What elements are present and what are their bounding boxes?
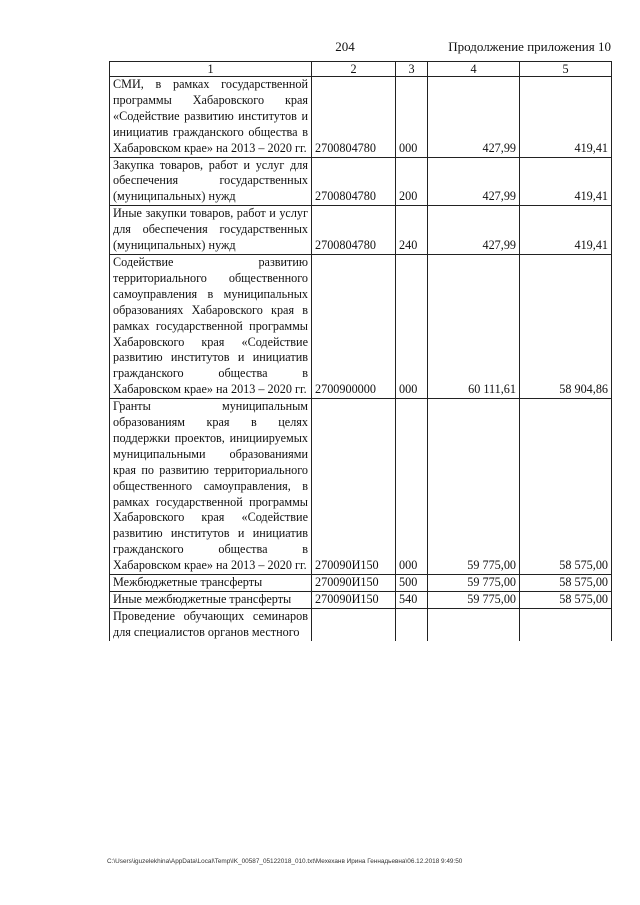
expense-name: Закупка товаров, работ и услуг для обеспечения государственных (муниципальных) нужд: [110, 157, 312, 206]
expense-type-code: 200: [396, 157, 428, 206]
expense-name: Гранты муниципальным образованиям края в целях поддержки проектов, инициируемых муниципальными образованиями края по развитию территориального общественного самоуправления, в рамках государственной программы Хабаровского края «Содействие развитию институтов и инициатив гражданского общества в Хабаровском крае» на 2013 – 2020 гг.: [110, 399, 312, 575]
amount-2019: 59 775,00: [428, 575, 520, 592]
amount-2020: 58 575,00: [520, 399, 612, 575]
table-row: [110, 399, 612, 575]
expense-name: Иные межбюджетные трансферты: [110, 592, 312, 609]
page-number: 204: [335, 39, 355, 54]
expense-name: Иные закупки товаров, работ и услуг для обеспечения государственных (муниципальных) нужд: [110, 206, 312, 255]
amount-2019: 59 775,00: [428, 592, 520, 609]
amount-2019: 427,99: [428, 206, 520, 255]
target-article-code: 2700804780: [312, 157, 396, 206]
expense-type-code: 240: [396, 206, 428, 255]
amount-2019: 427,99: [428, 77, 520, 158]
target-article-code: 2700900000: [312, 254, 396, 398]
target-article-code: 270090И150: [312, 592, 396, 609]
table-row: [110, 592, 612, 609]
amount-2020: 419,41: [520, 206, 612, 255]
expense-type-code: 000: [396, 77, 428, 158]
expense-type-code: [396, 608, 428, 640]
target-article-code: [312, 608, 396, 640]
amount-2020: 58 575,00: [520, 575, 612, 592]
column-header: 4: [428, 62, 520, 77]
table-row: [110, 157, 612, 206]
amount-2019: 59 775,00: [428, 399, 520, 575]
footer-file-path: C:\Users\iguzelekhina\AppData\Local\Temp\IK_00587_05122018_010.txt\Мехеханв Ирина Геннадьевна\06.12.2018 9:49:50: [107, 858, 463, 865]
amount-2020: 58 575,00: [520, 592, 612, 609]
expense-name: Проведение обучающих семинаров для специалистов органов местного: [110, 608, 312, 640]
table-row: [110, 77, 612, 158]
amount-2020: [520, 608, 612, 640]
table-row: [110, 206, 612, 255]
target-article-code: 270090И150: [312, 575, 396, 592]
target-article-code: 2700804780: [312, 77, 396, 158]
column-header: 1: [110, 62, 312, 77]
appendix-continuation-label: Продолжение приложения 10: [448, 39, 611, 54]
column-header: 3: [396, 62, 428, 77]
expense-type-code: 500: [396, 575, 428, 592]
expense-name: Содействие развитию территориального общественного самоуправления в муниципальных образованиях Хабаровского края в рамках государственной программы Хабаровского края «Содействие развитию институтов и инициатив гражданского общества в Хабаровском крае» на 2013 – 2020 гг.: [110, 254, 312, 398]
expense-type-code: 540: [396, 592, 428, 609]
table-row: [110, 608, 612, 640]
table-row: [110, 575, 612, 592]
table-row: [110, 254, 612, 398]
target-article-code: 270090И150: [312, 399, 396, 575]
table-header-row: [110, 62, 612, 77]
amount-2019: 60 111,61: [428, 254, 520, 398]
amount-2019: [428, 608, 520, 640]
budget-table: [109, 61, 612, 641]
column-header: 2: [312, 62, 396, 77]
expense-name: Межбюджетные трансферты: [110, 575, 312, 592]
column-header: 5: [520, 62, 612, 77]
expense-name: СМИ, в рамках государственной программы Хабаровского края «Содействие развитию институтов и инициатив гражданского общества в Хабаровском крае» на 2013 – 2020 гг.: [110, 77, 312, 158]
amount-2019: 427,99: [428, 157, 520, 206]
expense-type-code: 000: [396, 399, 428, 575]
amount-2020: 419,41: [520, 77, 612, 158]
target-article-code: 2700804780: [312, 206, 396, 255]
amount-2020: 419,41: [520, 157, 612, 206]
expense-type-code: 000: [396, 254, 428, 398]
amount-2020: 58 904,86: [520, 254, 612, 398]
